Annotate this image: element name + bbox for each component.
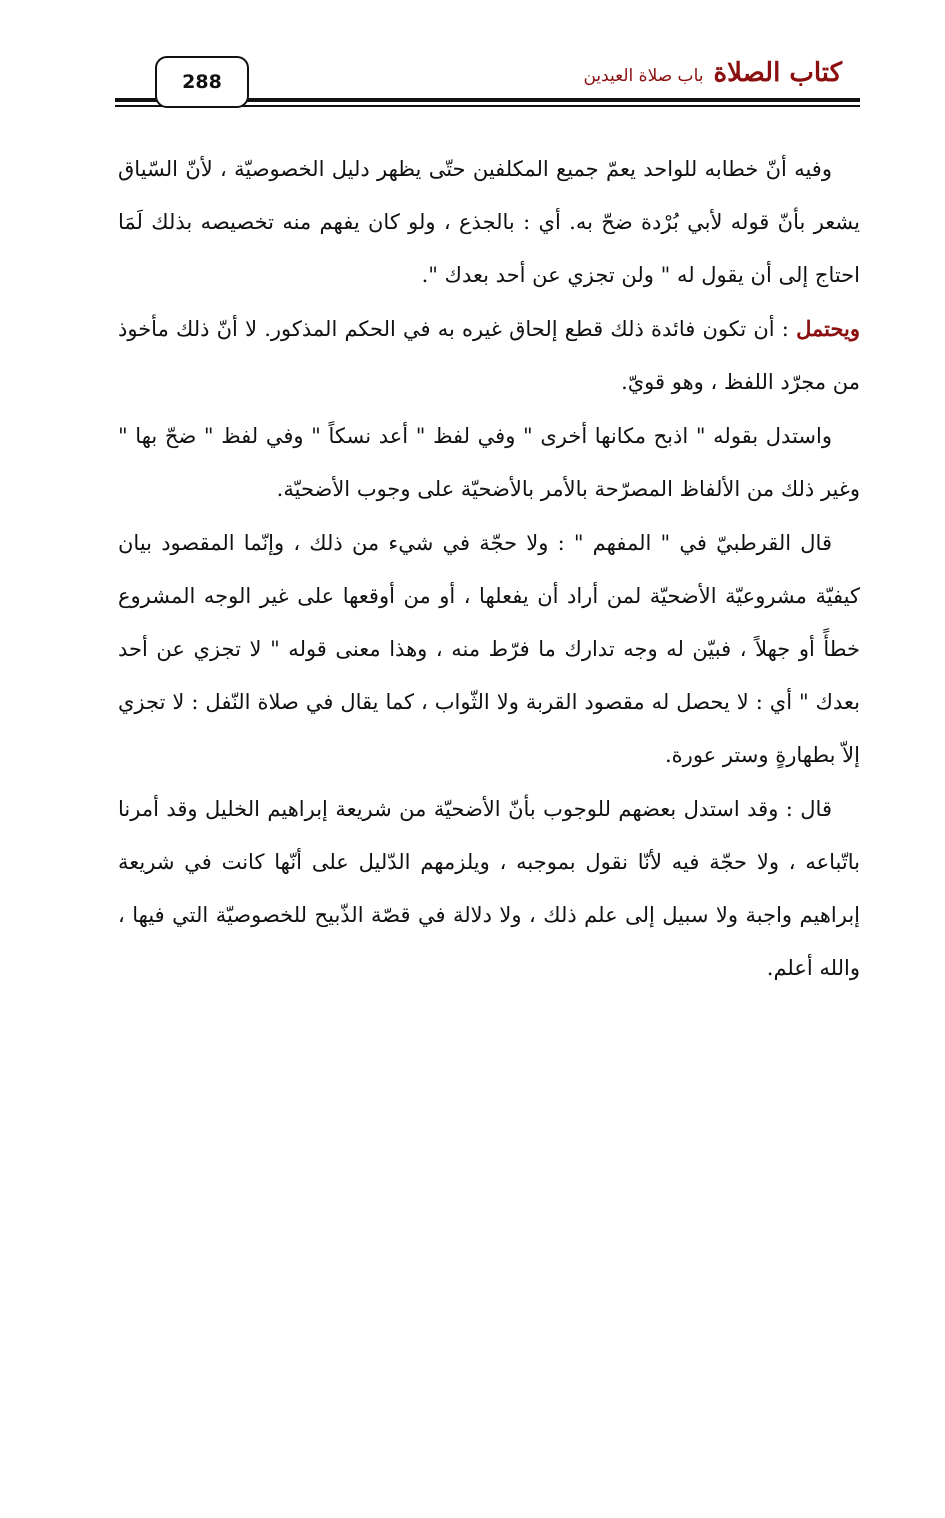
- paragraph-text: قال القرطبيّ في " المفهم " : ولا حجّة في شيء من ذلك ، وإنّما المقصود بيان كيفيّة مشروعيّة الأضحيّة لمن أراد أن يفعلها ، أو من أوقعها على غير الوجه المشروع خطأً أو جهلاً ، فبيّن له وجه تدارك ما فرّط منه ، وهذا معنى قوله " لا تجزي عن أحد بعدك " أي : لا يحصل له مقصود القربة ولا الثّواب ، كما يقال في صلاة النّفل : لا تجزي إلاّ بطهارةٍ وستر عورة.: [118, 531, 860, 767]
- paragraph-4: [118, 516, 860, 782]
- paragraph-text: قال : وقد استدل بعضهم للوجوب بأنّ الأضحيّة من شريعة إبراهيم الخليل وقد أمرنا باتّباعه ، ولا حجّة فيه لأنّا نقول بموجبه ، ويلزمهم الدّليل على أنّها كانت في شريعة إبراهيم واجبة ولا سبيل إلى علم ذلك ، ولا دلالة في قصّة الذّبيح للخصوصيّة التي فيها ، والله أعلم.: [118, 797, 860, 980]
- page-number: 288: [182, 71, 222, 93]
- paragraph-text: واستدل بقوله " اذبح مكانها أخرى " وفي لفظ " أعد نسكاً " وفي لفظ " ضحّ بها " وغير ذلك من الألفاظ المصرّحة بالأمر بالأضحيّة على وجوب الأضحيّة.: [118, 424, 860, 501]
- paragraph-lead: ويحتمل: [796, 316, 860, 341]
- paragraph-text: وفيه أنّ خطابه للواحد يعمّ جميع المكلفين حتّى يظهر دليل الخصوصيّة ، لأنّ السّياق يشعر بأنّ قوله لأبي بُرْدة ضحّ به. أي : بالجذع ، ولو كان يفهم منه تخصيصه بذلك لَمَا احتاج إلى أن يقول له " ولن تجزي عن أحد بعدك ".: [118, 157, 860, 287]
- body-text: [118, 142, 860, 995]
- paragraph-5: [118, 782, 860, 995]
- page-number-box: [155, 56, 249, 108]
- paragraph-2: [118, 302, 860, 409]
- paragraph-text: : أن تكون فائدة ذلك قطع إلحاق غيره به في الحكم المذكور. لا أنّ ذلك مأخوذ من مجرّد اللفظ ، وهو قويّ.: [118, 317, 860, 394]
- page-header: [115, 48, 860, 110]
- book-title: كتاب الصلاة: [713, 58, 842, 88]
- chapter-title: باب صلاة العيدين: [583, 66, 704, 86]
- paragraph-3: [118, 409, 860, 516]
- paragraph-1: [118, 142, 860, 302]
- running-head: [583, 58, 842, 88]
